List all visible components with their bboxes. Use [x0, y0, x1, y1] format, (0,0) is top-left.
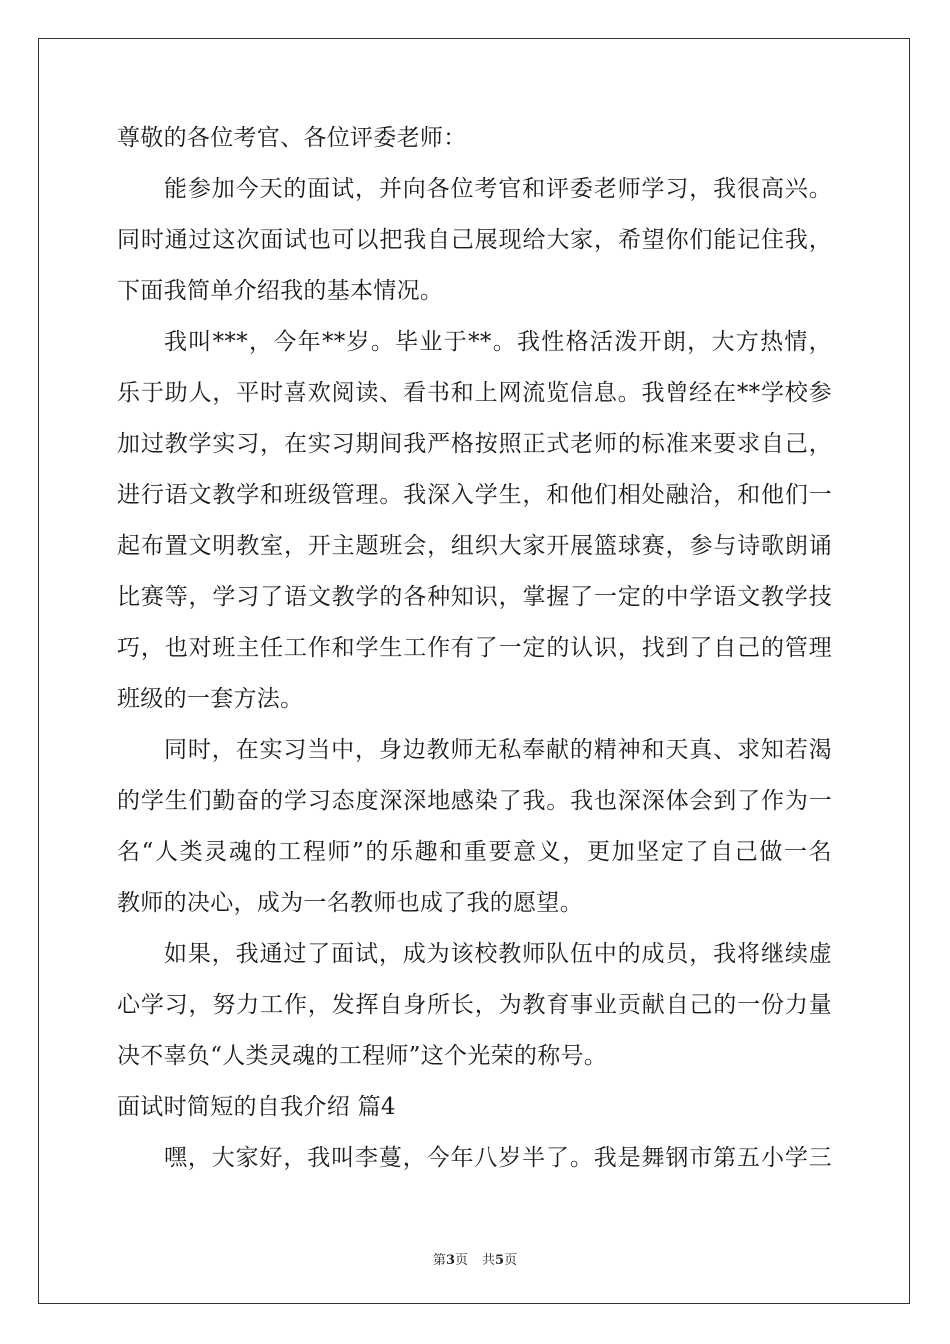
- paragraph-line: 下面我简单介绍我的基本情况。: [117, 278, 444, 304]
- paragraph-line: 嘿，大家好，我叫李蔓，今年八岁半了。我是舞钢市第五小学三: [164, 1145, 832, 1171]
- salutation: 尊敬的各位考官、各位评委老师：: [117, 125, 467, 151]
- document-body: [117, 126, 832, 1197]
- footer-total-prefix: 共: [482, 1253, 496, 1268]
- paragraph-line: 比赛等，学习了语文教学的各种知识，掌握了一定的中学语文教学技: [117, 584, 832, 610]
- total-page-number: 5: [495, 1253, 505, 1268]
- paragraph-line: 加过教学实习，在实习期间我严格按照正式老师的标准来要求自己，: [117, 431, 832, 457]
- current-page-number: 3: [445, 1253, 455, 1268]
- paragraph-line: 我叫***，今年**岁。毕业于**。我性格活泼开朗，大方热情，: [164, 329, 832, 355]
- paragraph-line: 乐于助人，平时喜欢阅读、看书和上网流览信息。我曾经在**学校参: [117, 380, 832, 406]
- paragraph-line: 名“人类灵魂的工程师”的乐趣和重要意义，更加坚定了自己做一名: [117, 839, 832, 865]
- paragraph-line: 心学习，努力工作，发挥自身所长，为教育事业贡献自己的一份力量: [117, 992, 832, 1018]
- paragraph-line: 巧，也对班主任工作和学生工作有了一定的认识，找到了自己的管理: [117, 635, 832, 661]
- paragraph-line: 班级的一套方法。: [117, 686, 304, 712]
- paragraph-line: 起布置文明教室，开主题班会，组织大家开展篮球赛，参与诗歌朗诵: [117, 533, 832, 559]
- paragraph-line: 决不辜负“人类灵魂的工程师”这个光荣的称号。: [117, 1043, 608, 1069]
- page-footer: [0, 1249, 950, 1268]
- paragraph-line: 如果，我通过了面试，成为该校教师队伍中的成员，我将继续虚: [164, 941, 832, 967]
- paragraph-line: 教师的决心，成为一名教师也成了我的愿望。: [117, 890, 583, 916]
- footer-page-word: 页: [454, 1253, 468, 1268]
- paragraph-line: 同时，在实习当中，身边教师无私奉献的精神和天真、求知若渴: [164, 737, 832, 763]
- paragraph-line: 进行语文教学和班级管理。我深入学生，和他们相处融洽，和他们一: [117, 482, 832, 508]
- paragraph-line: 同时通过这次面试也可以把我自己展现给大家，希望你们能记住我，: [117, 227, 832, 253]
- paragraph-line: 的学生们勤奋的学习态度深深地感染了我。我也深深体会到了作为一: [117, 788, 832, 814]
- section-heading: 面试时简短的自我介绍 篇4: [117, 1094, 396, 1120]
- footer-total-suffix: 页: [504, 1253, 518, 1268]
- footer-prefix: 第: [432, 1253, 446, 1268]
- paragraph-line: 能参加今天的面试，并向各位考官和评委老师学习，我很高兴。: [164, 176, 832, 202]
